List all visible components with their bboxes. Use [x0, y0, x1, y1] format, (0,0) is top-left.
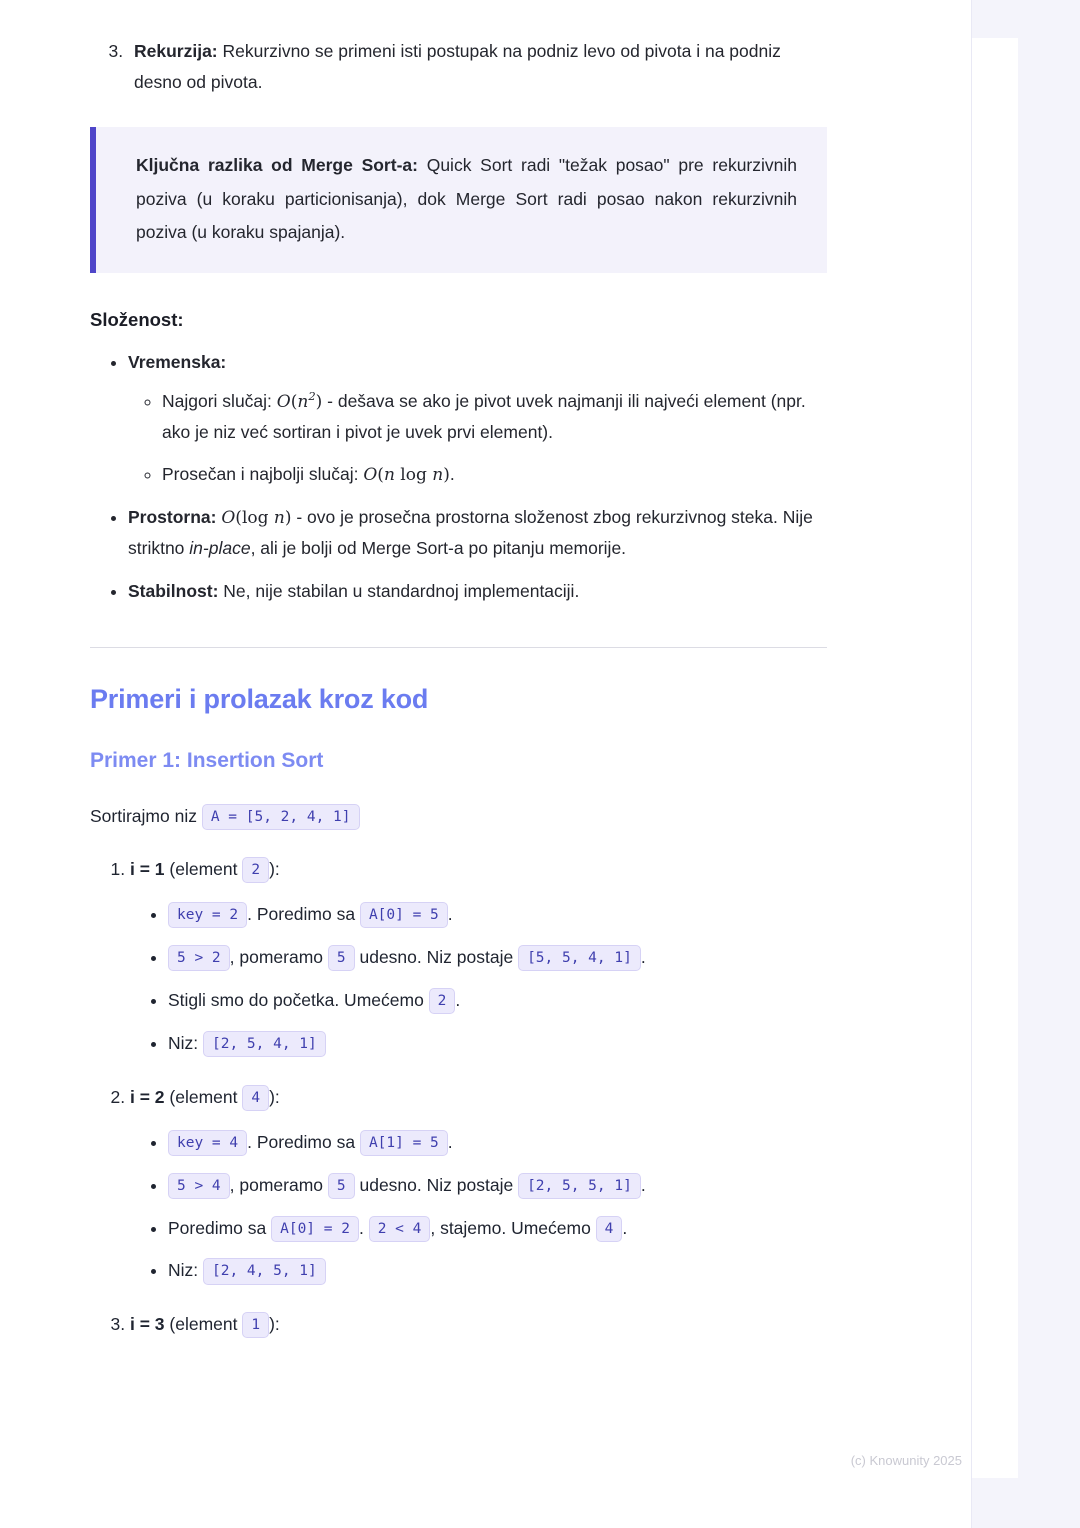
sub-list-item	[168, 897, 830, 933]
sub-list-item	[168, 983, 830, 1019]
code-token: [5, 5, 4, 1]	[518, 945, 641, 971]
sub-list-item	[168, 1168, 830, 1204]
text-token: , pomeramo	[229, 1174, 328, 1195]
step-label: i = 2	[130, 1086, 165, 1107]
sub-list-item	[168, 1211, 830, 1247]
callout-text: Quick Sort radi "težak posao" pre rekurzivnih poziva (u koraku particionisanja), dok Merge Sort radi posao nakon rekurzivnih poziva (u koraku spajanja).	[136, 155, 797, 242]
text-token: Poredimo sa	[168, 1217, 272, 1238]
step-text-open: (element	[164, 1086, 243, 1107]
avg-prefix: Prosečan i najbolji slučaj:	[162, 463, 364, 484]
complexity-heading: Složenost:	[90, 309, 184, 330]
space-n: n	[273, 507, 285, 528]
space-text-1: - ovo je prosečna prostorna složenost zbog rekurzivnog steka. Nije striktno	[128, 506, 813, 559]
complexity-list	[90, 347, 830, 607]
space-label: Prostorna:	[128, 506, 217, 527]
callout-box	[90, 127, 827, 273]
avg-n2: n	[432, 464, 444, 485]
avg-suffix: .	[449, 463, 455, 484]
code-token: 5	[328, 945, 355, 971]
paren-open: (	[290, 392, 298, 413]
step-sublist	[130, 897, 830, 1062]
step-item	[130, 852, 830, 1062]
avg-n: n	[383, 464, 395, 485]
code-token: 5 > 2	[168, 945, 230, 971]
text-token: .	[622, 1217, 628, 1238]
worst-o: O	[276, 392, 291, 413]
paren-open: (	[377, 464, 384, 485]
step-text-open: (element	[164, 1314, 243, 1335]
sub-list-item	[168, 1125, 830, 1161]
code-element: 1	[242, 1312, 269, 1338]
text-token: .	[640, 947, 646, 968]
paren-open: (	[235, 507, 242, 528]
text-token: Niz:	[168, 1260, 203, 1281]
time-label: Vremenska:	[128, 352, 227, 372]
paren-close: )	[284, 507, 292, 528]
code-token: [2, 4, 5, 1]	[203, 1258, 326, 1284]
space-log: log	[241, 507, 269, 528]
text-token: Stigli smo do početka. Umećemo	[168, 990, 429, 1011]
avg-log-word: log	[400, 464, 427, 485]
list-item-stability	[128, 576, 830, 607]
paren-close: )	[443, 464, 450, 485]
text-token: , pomeramo	[229, 947, 328, 968]
text-token: .	[358, 1217, 369, 1238]
step-label: i = 1	[130, 859, 165, 880]
worst-suffix: - dešava se ako je pivot uvek najmanji ili najveći element (npr. ako je niz već sortiran i pivot je uvek prvi element).	[162, 391, 806, 443]
step-text-close: ):	[269, 1086, 280, 1107]
watermark: (c) Knowunity 2025	[850, 1453, 962, 1468]
space-text-2: , ali je bolji od Merge Sort-a po pitanju memorije.	[250, 538, 627, 559]
paren-close: )	[315, 392, 323, 413]
code-token: [2, 5, 4, 1]	[203, 1031, 326, 1057]
divider	[90, 647, 827, 648]
stability-label: Stabilnost:	[128, 581, 219, 602]
right-margin-strip	[971, 0, 1080, 1528]
sub-list-item	[168, 1026, 830, 1062]
code-element: 4	[242, 1085, 269, 1111]
avg-o: O	[363, 464, 378, 485]
code-token: A[1] = 5	[360, 1130, 448, 1156]
text-token: udesno. Niz postaje	[354, 947, 519, 968]
list-item-space	[128, 502, 830, 564]
text-token: . Poredimo sa	[247, 1131, 360, 1152]
document-content	[90, 36, 830, 1346]
code-token: A[0] = 5	[360, 902, 448, 928]
code-token: key = 4	[168, 1130, 247, 1156]
section-title: Primer 1: Insertion Sort	[90, 749, 324, 773]
callout-label: Ključna razlika od Merge Sort-a:	[136, 155, 418, 176]
sort-intro-text: Sortirajmo niz	[90, 806, 202, 827]
code-token: 2 < 4	[369, 1216, 431, 1242]
space-o: O	[221, 507, 236, 528]
time-sublist	[128, 386, 830, 490]
text-token: Niz:	[168, 1032, 203, 1053]
list-item-average-case	[162, 459, 830, 490]
step-item	[130, 1307, 830, 1342]
text-token: udesno. Niz postaje	[354, 1174, 519, 1195]
code-array: A = [5, 2, 4, 1]	[202, 804, 360, 830]
code-token: [2, 5, 5, 1]	[518, 1173, 641, 1199]
worst-n: n	[297, 392, 309, 413]
right-margin-inner	[972, 38, 1018, 1478]
text-token: .	[640, 1174, 646, 1195]
step-label: i = 3	[130, 1314, 165, 1335]
list-item-worst-case	[162, 386, 830, 448]
code-element: 2	[242, 857, 269, 883]
code-token: 4	[596, 1216, 623, 1242]
step-text-open: (element	[164, 859, 243, 880]
sub-list-item	[168, 1253, 830, 1289]
steps-list	[90, 852, 830, 1342]
step-text-close: ):	[269, 1314, 280, 1335]
page-title: Primeri i prolazak kroz kod	[90, 684, 429, 715]
space-italic: in-place	[189, 538, 251, 559]
text-token: .	[455, 990, 461, 1011]
code-token: A[0] = 2	[271, 1216, 359, 1242]
list-item-text: Rekurzivno se primeni isti postupak na podniz levo od pivota i na podniz desno od pivota.	[134, 41, 781, 92]
list-item-time	[128, 347, 830, 490]
text-token: .	[447, 904, 453, 925]
step-sublist	[130, 1125, 830, 1290]
list-item-label: Rekurzija:	[134, 41, 218, 61]
code-token: key = 2	[168, 902, 247, 928]
stability-text: Ne, nije stabilan u standardnoj implementaciji.	[218, 581, 580, 602]
list-item	[128, 36, 830, 97]
sub-list-item	[168, 940, 830, 976]
code-token: 5	[328, 1173, 355, 1199]
worst-prefix: Najgori slučaj:	[162, 391, 277, 412]
step-text-close: ):	[269, 859, 280, 880]
top-ordered-list	[90, 36, 830, 97]
text-token: , stajemo. Umećemo	[430, 1217, 596, 1238]
step-item	[130, 1080, 830, 1290]
callout-paragraph	[136, 149, 797, 249]
code-token: 5 > 4	[168, 1173, 230, 1199]
code-token: 2	[429, 988, 456, 1014]
text-token: .	[447, 1131, 453, 1152]
text-token: . Poredimo sa	[247, 904, 360, 925]
sort-intro-line	[90, 799, 830, 834]
worst-exponent: 2	[308, 389, 316, 404]
